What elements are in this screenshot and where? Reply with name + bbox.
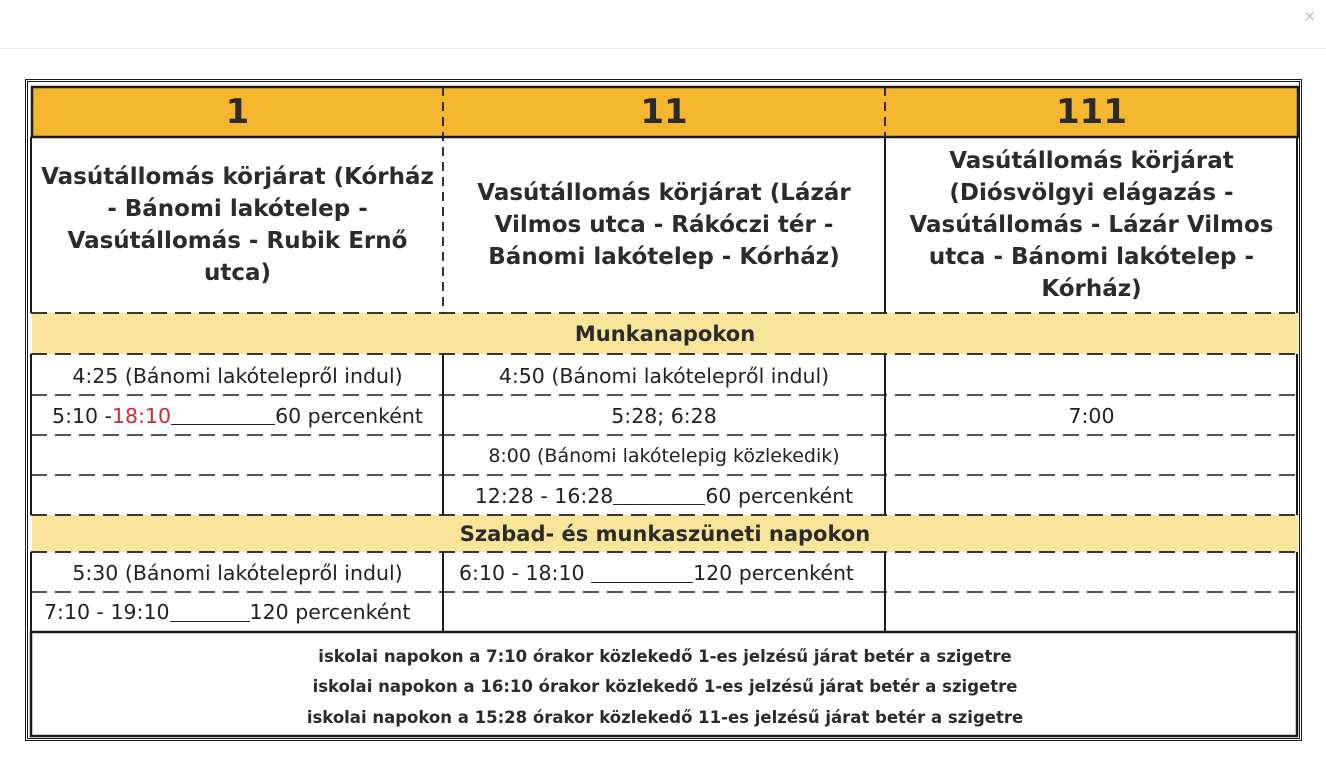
- route-description-1: Vasútállomás körjárat (Kórház - Bánomi lakótelep - Vasútállomás - Rubik Ernő utca): [41, 163, 434, 286]
- workday-route1-end-time: 18:10: [112, 403, 172, 428]
- fill-line: [170, 603, 250, 622]
- note-line-2: iskolai napokon a 16:10 órakor közlekedő 1-es jelzésű járat betér a szigetre: [312, 677, 1018, 696]
- holiday-route11-row1: [443, 554, 885, 592]
- workday-route11-row2: 5:28; 6:28: [611, 403, 717, 428]
- workday-route1-row1: 4:25 (Bánomi lakótelepről indul): [72, 363, 403, 388]
- route-description-11: Vasútállomás körjárat (Lázár Vilmos utca - Rákóczi tér - Bánomi lakótelep - Kórház): [477, 179, 851, 270]
- holiday-route1-times: 7:10 - 19:10: [44, 600, 170, 624]
- workday-route1-interval: 60 percenként: [275, 403, 423, 428]
- note-line-1: iskolai napokon a 7:10 órakor közlekedő 1-es jelzésű járat betér a szigetre: [318, 646, 1012, 666]
- route-number-11: 11: [443, 87, 885, 137]
- note-line-3: iskolai napokon a 15:28 órakor közlekedő 11-es jelzésű járat betér a szigetre: [306, 707, 1024, 727]
- holiday-route11-times: 6:10 - 18:10: [459, 561, 592, 585]
- workday-route11-row3: 8:00 (Bánomi lakótelepig közlekedik): [488, 444, 840, 467]
- workday-route1-row2: [32, 396, 443, 435]
- top-bar: [0, 0, 1326, 49]
- route-number-1: 1: [32, 87, 443, 137]
- holiday-route1-interval: 120 percenként: [249, 600, 411, 624]
- workday-route11-interval: 60 percenként: [705, 483, 854, 508]
- notes-box: [32, 635, 1298, 738]
- holiday-route11-interval: 120 percenként: [693, 561, 854, 585]
- route-description-111: Vasútállomás körjárat (Diósvölgyi elágazás - Vasútállomás - Lázár Vilmos utca - Bánomi lakótelep - Kórház): [909, 147, 1274, 302]
- workday-route111-row2: 7:00: [1068, 403, 1115, 428]
- holiday-route1-row1: 5:30 (Bánomi lakótelepről indul): [72, 561, 403, 585]
- workdays-band: Munkanapokon: [32, 313, 1298, 354]
- workday-route11-times: 12:28 - 16:28: [474, 483, 614, 508]
- fill-line: [171, 406, 275, 425]
- fill-line: [613, 486, 705, 505]
- close-icon[interactable]: ×: [1303, 7, 1316, 25]
- workday-route11-row1: 4:50 (Bánomi lakótelepről indul): [498, 363, 830, 388]
- workday-route11-row4: [443, 476, 885, 515]
- timetable-document: [25, 79, 1302, 741]
- workday-route1-start: 5:10 -: [52, 403, 112, 428]
- fill-line: [591, 564, 693, 583]
- holidays-band: Szabad- és munkaszüneti napokon: [32, 515, 1298, 552]
- holiday-route1-row2: [32, 593, 443, 631]
- route-number-111: 111: [885, 87, 1298, 137]
